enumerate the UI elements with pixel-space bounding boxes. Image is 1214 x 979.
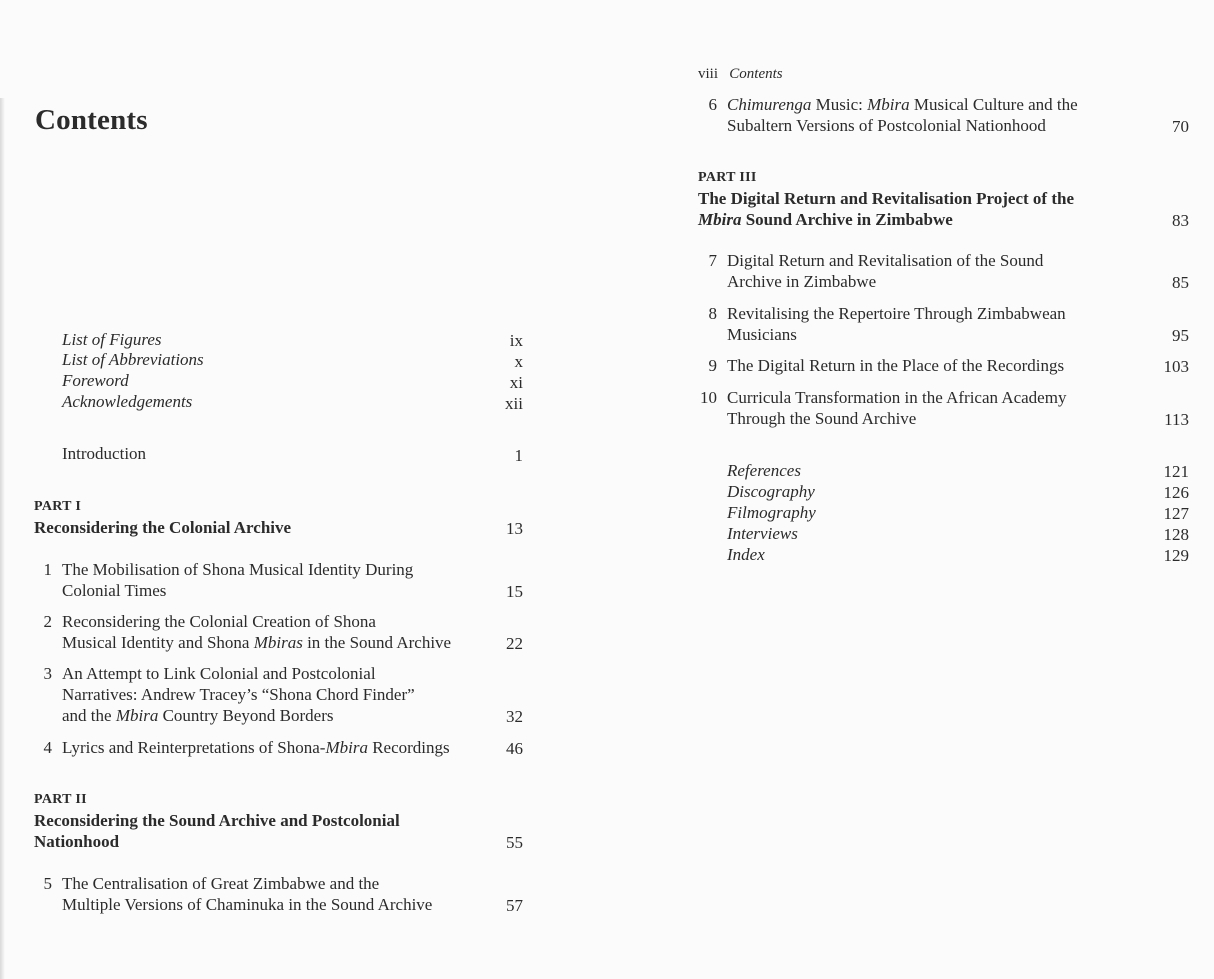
chapter-title-line: The Centralisation of Great Zimbabwe and the — [62, 874, 380, 893]
front-matter-page: xi — [509, 373, 523, 392]
chapter-title-line: The Digital Return in the Place of the Recordings — [727, 356, 1065, 375]
chapter-page: 15 — [506, 582, 523, 601]
part-title-italic: Mbira — [698, 210, 742, 229]
chapter-page: 32 — [506, 707, 523, 726]
page-folio: viii — [698, 66, 719, 82]
back-matter-label: References — [727, 461, 801, 480]
back-matter-page: 129 — [1163, 546, 1189, 565]
part-title-line: The Digital Return and Revitalisation Project of the — [698, 189, 1075, 208]
part-page: 83 — [1172, 211, 1189, 230]
front-matter-label: List of Abbreviations — [62, 350, 204, 369]
chapter-title-line: Multiple Versions of Chaminuka in the Sound Archive — [62, 895, 433, 914]
chapter-page: 57 — [506, 896, 523, 915]
back-matter-label: Discography — [727, 482, 815, 501]
running-head — [698, 64, 783, 85]
chapter-number: 10 — [700, 388, 717, 407]
chapter-title-line: Narratives: Andrew Tracey’s “Shona Chord Finder” — [62, 685, 415, 704]
contents-title: Contents — [35, 104, 148, 136]
chapter-page: 22 — [506, 634, 523, 653]
chapter-title-text: Recordings — [367, 738, 450, 757]
back-matter-page: 126 — [1163, 483, 1189, 502]
chapter-page: 113 — [1164, 410, 1189, 429]
part-page: 55 — [506, 833, 523, 852]
part-title-text: Sound Archive in Zimbabwe — [741, 210, 953, 229]
chapter-page: 70 — [1172, 117, 1189, 136]
front-matter-label: Foreword — [62, 371, 129, 390]
chapter-title-italic: Mbira — [325, 738, 368, 757]
chapter-title-line: Reconsidering the Colonial Creation of Shona — [62, 612, 376, 631]
chapter-title-text: and the — [62, 706, 116, 725]
chapter-title-line — [62, 737, 450, 758]
chapter-title-text: Country Beyond Borders — [158, 706, 334, 725]
front-matter-page: xii — [505, 394, 523, 413]
chapter-title-line: Digital Return and Revitalisation of the Sound — [727, 251, 1044, 270]
front-matter-page: x — [514, 352, 523, 371]
front-matter-page: ix — [509, 331, 523, 350]
running-head-label: Contents — [729, 66, 783, 82]
introduction-label: Introduction — [62, 444, 147, 463]
right-page — [607, 0, 1214, 979]
chapter-title-line: The Mobilisation of Shona Musical Identity During — [62, 560, 414, 579]
chapter-title-text: Music: — [811, 95, 868, 114]
page-spine-shadow — [0, 98, 5, 979]
chapter-title-line: Through the Sound Archive — [727, 409, 917, 428]
back-matter-label: Interviews — [727, 524, 798, 543]
chapter-page: 95 — [1172, 326, 1189, 345]
chapter-number: 6 — [708, 95, 717, 114]
chapter-title-italic: Mbiras — [253, 633, 303, 652]
chapter-number: 9 — [708, 356, 717, 375]
chapter-title-line: Colonial Times — [62, 581, 167, 600]
chapter-title-line: Revitalising the Repertoire Through Zimbabwean — [727, 304, 1066, 323]
back-matter-label: Index — [727, 545, 765, 564]
back-matter-page: 121 — [1163, 462, 1189, 481]
chapter-number: 5 — [43, 874, 52, 893]
back-matter-page: 127 — [1163, 504, 1189, 523]
chapter-title-line: Curricula Transformation in the African Academy — [727, 388, 1067, 407]
part-title-line: Reconsidering the Sound Archive and Postcolonial — [34, 811, 400, 830]
chapter-title-line — [62, 705, 334, 726]
introduction-page: 1 — [514, 446, 523, 465]
chapter-title-italic: Mbira — [867, 95, 910, 114]
chapter-title-line — [62, 632, 451, 653]
part-title: Reconsidering the Colonial Archive — [34, 518, 292, 537]
chapter-title-line: An Attempt to Link Colonial and Postcolonial — [62, 664, 376, 683]
part-label: PART II — [34, 792, 87, 807]
chapter-title-line: Musicians — [727, 325, 797, 344]
back-matter-label: Filmography — [727, 503, 816, 522]
chapter-number: 2 — [43, 612, 52, 631]
chapter-page: 103 — [1163, 357, 1189, 376]
front-matter-label: List of Figures — [62, 330, 162, 349]
part-label: PART III — [698, 170, 757, 185]
chapter-title-line: Subaltern Versions of Postcolonial Nationhood — [727, 116, 1046, 135]
chapter-title-text: Musical Culture and the — [909, 95, 1078, 114]
chapter-number: 7 — [708, 251, 717, 270]
chapter-title-text: in the Sound Archive — [302, 633, 452, 652]
part-page: 13 — [506, 519, 523, 538]
chapter-title-line — [727, 94, 1078, 115]
chapter-title-line: Archive in Zimbabwe — [727, 272, 877, 291]
chapter-page: 46 — [506, 739, 523, 758]
chapter-title-italic: Chimurenga — [727, 95, 812, 114]
part-title-line — [698, 209, 953, 230]
part-title-line: Nationhood — [34, 832, 120, 851]
chapter-number: 8 — [708, 304, 717, 323]
front-matter-label: Acknowledgements — [62, 392, 193, 411]
chapter-title-italic: Mbira — [115, 706, 159, 725]
chapter-number: 3 — [43, 664, 52, 683]
part-label: PART I — [34, 499, 82, 514]
chapter-number: 1 — [43, 560, 52, 579]
chapter-title-text: Musical Identity and Shona — [62, 633, 254, 652]
chapter-number: 4 — [43, 738, 52, 757]
chapter-page: 85 — [1172, 273, 1189, 292]
back-matter-page: 128 — [1163, 525, 1189, 544]
chapter-title-text: Lyrics and Reinterpretations of Shona- — [62, 738, 326, 757]
